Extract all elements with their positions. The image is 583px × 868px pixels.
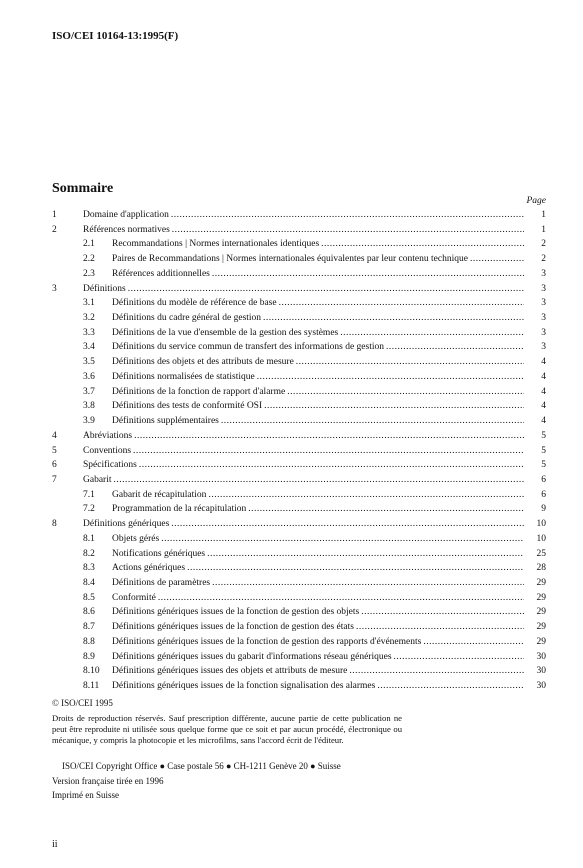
toc-entry-number: 2.2 <box>83 254 95 265</box>
toc-entry-page: 29 <box>536 622 546 633</box>
dot-leader <box>139 458 524 473</box>
dot-leader <box>207 547 524 562</box>
toc-entry-line <box>112 576 546 591</box>
toc-entry <box>52 473 546 488</box>
toc-entry-page: 25 <box>536 548 546 559</box>
toc-entry <box>52 605 546 620</box>
toc-entry-number: 8.5 <box>83 592 95 603</box>
toc-entry-line <box>83 444 546 459</box>
toc-entry <box>52 252 546 267</box>
toc-entry-title: Définitions de la fonction de rapport d'alarme <box>112 386 286 397</box>
toc-entry-number: 3 <box>52 283 57 294</box>
toc-entry-page: 29 <box>536 636 546 647</box>
toc-entry-line <box>83 458 546 473</box>
toc-entry <box>52 561 546 576</box>
toc-entry <box>52 370 546 385</box>
dot-leader <box>114 473 525 488</box>
toc-entry-number: 8.8 <box>83 636 95 647</box>
toc-entry-title: Définitions génériques <box>83 519 170 530</box>
dot-leader <box>423 635 524 650</box>
toc-entry <box>52 650 546 665</box>
toc-entry-number: 2 <box>52 224 57 235</box>
dot-leader <box>158 591 524 606</box>
toc-entry <box>52 414 546 429</box>
toc-entry-title: Paires de Recommandations | Normes internationales équivalentes par leur contenu technique <box>112 254 468 265</box>
toc-entry <box>52 532 546 547</box>
toc-entry-line <box>112 650 546 665</box>
toc-entry-number: 1 <box>52 210 57 220</box>
toc-entry-page: 30 <box>536 681 546 691</box>
toc-entry-line <box>83 208 546 223</box>
toc-entry-line <box>112 385 546 400</box>
dot-leader <box>257 370 524 385</box>
toc-entry-page: 9 <box>541 504 546 515</box>
toc-entry-line <box>83 223 546 238</box>
toc-entry-title: Conventions <box>83 445 132 456</box>
toc-entry <box>52 444 546 459</box>
toc-entry-line <box>112 664 546 679</box>
dot-leader <box>172 223 524 238</box>
toc-entry-line <box>112 591 546 606</box>
dot-leader <box>356 620 524 635</box>
dot-leader <box>287 385 524 400</box>
toc-entry-line <box>112 547 546 562</box>
toc-entry-title: Définitions de la vue d'ensemble de la gestion des systèmes <box>112 327 339 338</box>
dot-leader <box>128 282 524 297</box>
toc-entry-title: Définitions du cadre général de gestion <box>112 313 262 324</box>
toc-entry <box>52 458 546 473</box>
page-number: ii <box>52 839 58 850</box>
toc-entry-number: 8.10 <box>83 666 100 677</box>
toc-entry-title: Définitions génériques issues de la fonction de gestion des objets <box>112 607 360 618</box>
rights-statement: Droits de reproduction réservés. Sauf prescription différente, aucune partie de cette publication ne peut être reproduite ni utilisée sous quelque forme que ce soit et par aucun procédé, électronique ou mécanique, y compris la photocopie et les microfilms, sans l'accord écrit de l'éditeur. <box>52 713 402 745</box>
toc-entry-title: Actions génériques <box>112 563 186 574</box>
toc-entry-line <box>112 311 546 326</box>
toc-entry-line <box>112 620 546 635</box>
dot-leader <box>263 311 524 326</box>
toc-entry-line <box>112 635 546 650</box>
toc-entry <box>52 340 546 355</box>
printed-in-note: Imprimé en Suisse <box>52 790 119 800</box>
toc-entry <box>52 591 546 606</box>
toc-entry-page: 2 <box>541 254 546 265</box>
toc-entry-number: 7.2 <box>83 504 95 515</box>
toc-entry-title: Définitions génériques issues du gabarit d'informations réseau génériques <box>112 651 392 662</box>
dot-leader <box>212 576 524 591</box>
copyright-notice: © ISO/CEI 1995 <box>52 698 113 708</box>
toc-entry <box>52 355 546 370</box>
toc-entry <box>52 635 546 650</box>
toc-entry <box>52 311 546 326</box>
toc-entry-title: Définitions génériques issues des objets et attributs de mesure <box>112 666 348 677</box>
toc-entry-title: Définitions supplémentaires <box>112 416 219 427</box>
toc-entry-page: 3 <box>541 283 546 294</box>
toc-entry-title: Abréviations <box>83 430 133 441</box>
toc-entry-title: Définitions <box>83 283 126 294</box>
dot-leader <box>208 488 524 503</box>
toc-entry-title: Objets gérés <box>112 533 160 544</box>
toc-entry-title: Programmation de la récapitulation <box>112 504 247 515</box>
dot-leader <box>134 429 524 444</box>
toc-entry-line <box>83 473 546 488</box>
toc-entry <box>52 385 546 400</box>
toc-entry-number: 5 <box>52 445 57 456</box>
toc-entry-page: 6 <box>541 489 546 500</box>
toc-entry-page: 10 <box>536 533 546 544</box>
toc-entry-line <box>112 502 546 517</box>
toc-entry-title: Spécifications <box>83 460 137 471</box>
toc-entry-page: 10 <box>536 519 546 530</box>
toc-entry-page: 2 <box>541 239 546 250</box>
table-of-contents <box>52 208 546 694</box>
dot-leader <box>171 208 524 223</box>
toc-entry <box>52 282 546 297</box>
dot-leader <box>212 267 524 282</box>
toc-entry-page: 3 <box>541 342 546 353</box>
toc-entry-number: 3.1 <box>83 298 95 309</box>
toc-entry <box>52 679 546 694</box>
toc-entry-number: 8 <box>52 519 57 530</box>
dot-leader <box>171 517 524 532</box>
toc-entry-number: 2.3 <box>83 268 95 279</box>
toc-entry-number: 8.11 <box>83 681 100 691</box>
toc-entry-line <box>112 414 546 429</box>
toc-entry-number: 8.9 <box>83 651 95 662</box>
toc-entry-title: Définitions des objets et des attributs de mesure <box>112 357 294 368</box>
toc-entry-number: 3.3 <box>83 327 95 338</box>
toc-entry-page: 3 <box>541 327 546 338</box>
toc-entry-line <box>112 370 546 385</box>
toc-entry-title: Conformité <box>112 592 156 603</box>
toc-entry-number: 7.1 <box>83 489 95 500</box>
toc-entry-line <box>83 517 546 532</box>
toc-entry-line <box>112 561 546 576</box>
toc-entry-line <box>112 399 546 414</box>
toc-entry-number: 3.9 <box>83 416 95 427</box>
toc-entry <box>52 267 546 282</box>
toc-entry-title: Gabarit <box>83 474 112 485</box>
toc-entry-line <box>112 237 546 252</box>
toc-entry-title: Définitions du modèle de référence de base <box>112 298 277 309</box>
toc-entry-title: Références additionnelles <box>112 268 210 279</box>
toc-entry-title: Définitions génériques issues de la fonction de gestion des rapports d'événements <box>112 636 422 647</box>
toc-entry-number: 3.5 <box>83 357 95 368</box>
toc-entry-number: 3.4 <box>83 342 95 353</box>
toc-entry-title: Définitions normalisées de statistique <box>112 371 255 382</box>
dot-leader <box>133 444 524 459</box>
toc-entry-title: Gabarit de récapitulation <box>112 489 207 500</box>
toc-entry-number: 3.8 <box>83 401 95 412</box>
toc-entry-number: 6 <box>52 460 57 471</box>
toc-entry-number: 8.2 <box>83 548 95 559</box>
toc-entry-line <box>83 429 546 444</box>
toc-entry-number: 3.7 <box>83 386 95 397</box>
copyright-office-address: ISO/CEI Copyright Office ● Case postale 56 ● CH-1211 Genève 20 ● Suisse <box>62 761 341 771</box>
dot-leader <box>321 237 524 252</box>
dot-leader <box>264 399 524 414</box>
toc-entry-page: 1 <box>541 224 546 235</box>
toc-entry <box>52 664 546 679</box>
toc-entry-line <box>112 532 546 547</box>
toc-entry <box>52 502 546 517</box>
toc-entry-page: 29 <box>536 577 546 588</box>
toc-entry-page: 5 <box>541 445 546 456</box>
toc-entry-number: 7 <box>52 474 57 485</box>
dot-leader <box>296 355 524 370</box>
dot-leader <box>187 561 524 576</box>
toc-entry-number: 3.6 <box>83 371 95 382</box>
toc-entry-page: 4 <box>541 386 546 397</box>
toc-entry-page: 4 <box>541 401 546 412</box>
toc-entry-line <box>112 296 546 311</box>
toc-entry <box>52 517 546 532</box>
toc-entry-number: 8.4 <box>83 577 95 588</box>
toc-entry-number: 8.7 <box>83 622 95 633</box>
toc-entry-title: Définitions génériques issues de la fonction de gestion des états <box>112 622 354 633</box>
toc-entry-title: Définitions de paramètres <box>112 577 211 588</box>
dot-leader <box>470 252 524 267</box>
toc-entry <box>52 237 546 252</box>
toc-entry <box>52 547 546 562</box>
dot-leader <box>248 502 524 517</box>
toc-entry-page: 29 <box>536 592 546 603</box>
toc-entry-page: 3 <box>541 298 546 309</box>
toc-entry-page: 4 <box>541 371 546 382</box>
toc-entry-number: 8.3 <box>83 563 95 574</box>
toc-entry-page: 4 <box>541 416 546 427</box>
toc-entry-title: Définitions du service commun de transfert des informations de gestion <box>112 342 385 353</box>
toc-entry-number: 8.6 <box>83 607 95 618</box>
dot-leader <box>221 414 524 429</box>
toc-entry-page: 5 <box>541 460 546 471</box>
toc-entry-page: 30 <box>536 666 546 677</box>
dot-leader <box>161 532 524 547</box>
toc-entry-number: 3.2 <box>83 313 95 324</box>
page-column-label: Page <box>526 196 546 206</box>
toc-entry-line <box>112 355 546 370</box>
toc-entry-line <box>112 488 546 503</box>
dot-leader <box>394 650 524 665</box>
version-note: Version française tirée en 1996 <box>52 776 164 786</box>
toc-entry-page: 3 <box>541 313 546 324</box>
dot-leader <box>386 340 524 355</box>
toc-entry-title: Références normatives <box>83 224 170 235</box>
document-header: ISO/CEI 10164-13:1995(F) <box>52 30 179 42</box>
toc-entry <box>52 223 546 238</box>
toc-entry-number: 2.1 <box>83 239 95 250</box>
toc-entry <box>52 429 546 444</box>
toc-entry-title: Notifications génériques <box>112 548 206 559</box>
toc-entry-title: Recommandations | Normes internationales identiques <box>112 239 320 250</box>
toc-entry-page: 1 <box>541 210 546 220</box>
toc-entry-page: 28 <box>536 563 546 574</box>
toc-entry-line <box>112 267 546 282</box>
toc-entry-line <box>112 252 546 267</box>
toc-entry-number: 8.1 <box>83 533 95 544</box>
toc-entry-line <box>112 605 546 620</box>
toc-entry <box>52 620 546 635</box>
dot-leader <box>340 326 524 341</box>
toc-entry <box>52 208 546 223</box>
toc-entry <box>52 488 546 503</box>
dot-leader <box>361 605 524 620</box>
toc-entry-line <box>112 340 546 355</box>
toc-entry-line <box>112 679 546 694</box>
dot-leader <box>279 296 524 311</box>
toc-entry <box>52 326 546 341</box>
toc-entry-line <box>112 326 546 341</box>
dot-leader <box>377 679 524 694</box>
toc-entry-number: 4 <box>52 430 57 441</box>
toc-entry-title: Domaine d'application <box>83 210 169 220</box>
toc-entry <box>52 576 546 591</box>
toc-entry-page: 30 <box>536 651 546 662</box>
toc-entry-page: 6 <box>541 474 546 485</box>
toc-entry-line <box>83 282 546 297</box>
toc-entry <box>52 296 546 311</box>
toc-entry-page: 5 <box>541 430 546 441</box>
page-title: Sommaire <box>52 181 114 196</box>
toc-entry <box>52 399 546 414</box>
toc-entry-page: 3 <box>541 268 546 279</box>
toc-entry-title: Définitions des tests de conformité OSI <box>112 401 263 412</box>
dot-leader <box>349 664 524 679</box>
toc-entry-page: 29 <box>536 607 546 618</box>
toc-entry-page: 4 <box>541 357 546 368</box>
toc-entry-title: Définitions génériques issues de la fonction signalisation des alarmes <box>112 681 376 691</box>
